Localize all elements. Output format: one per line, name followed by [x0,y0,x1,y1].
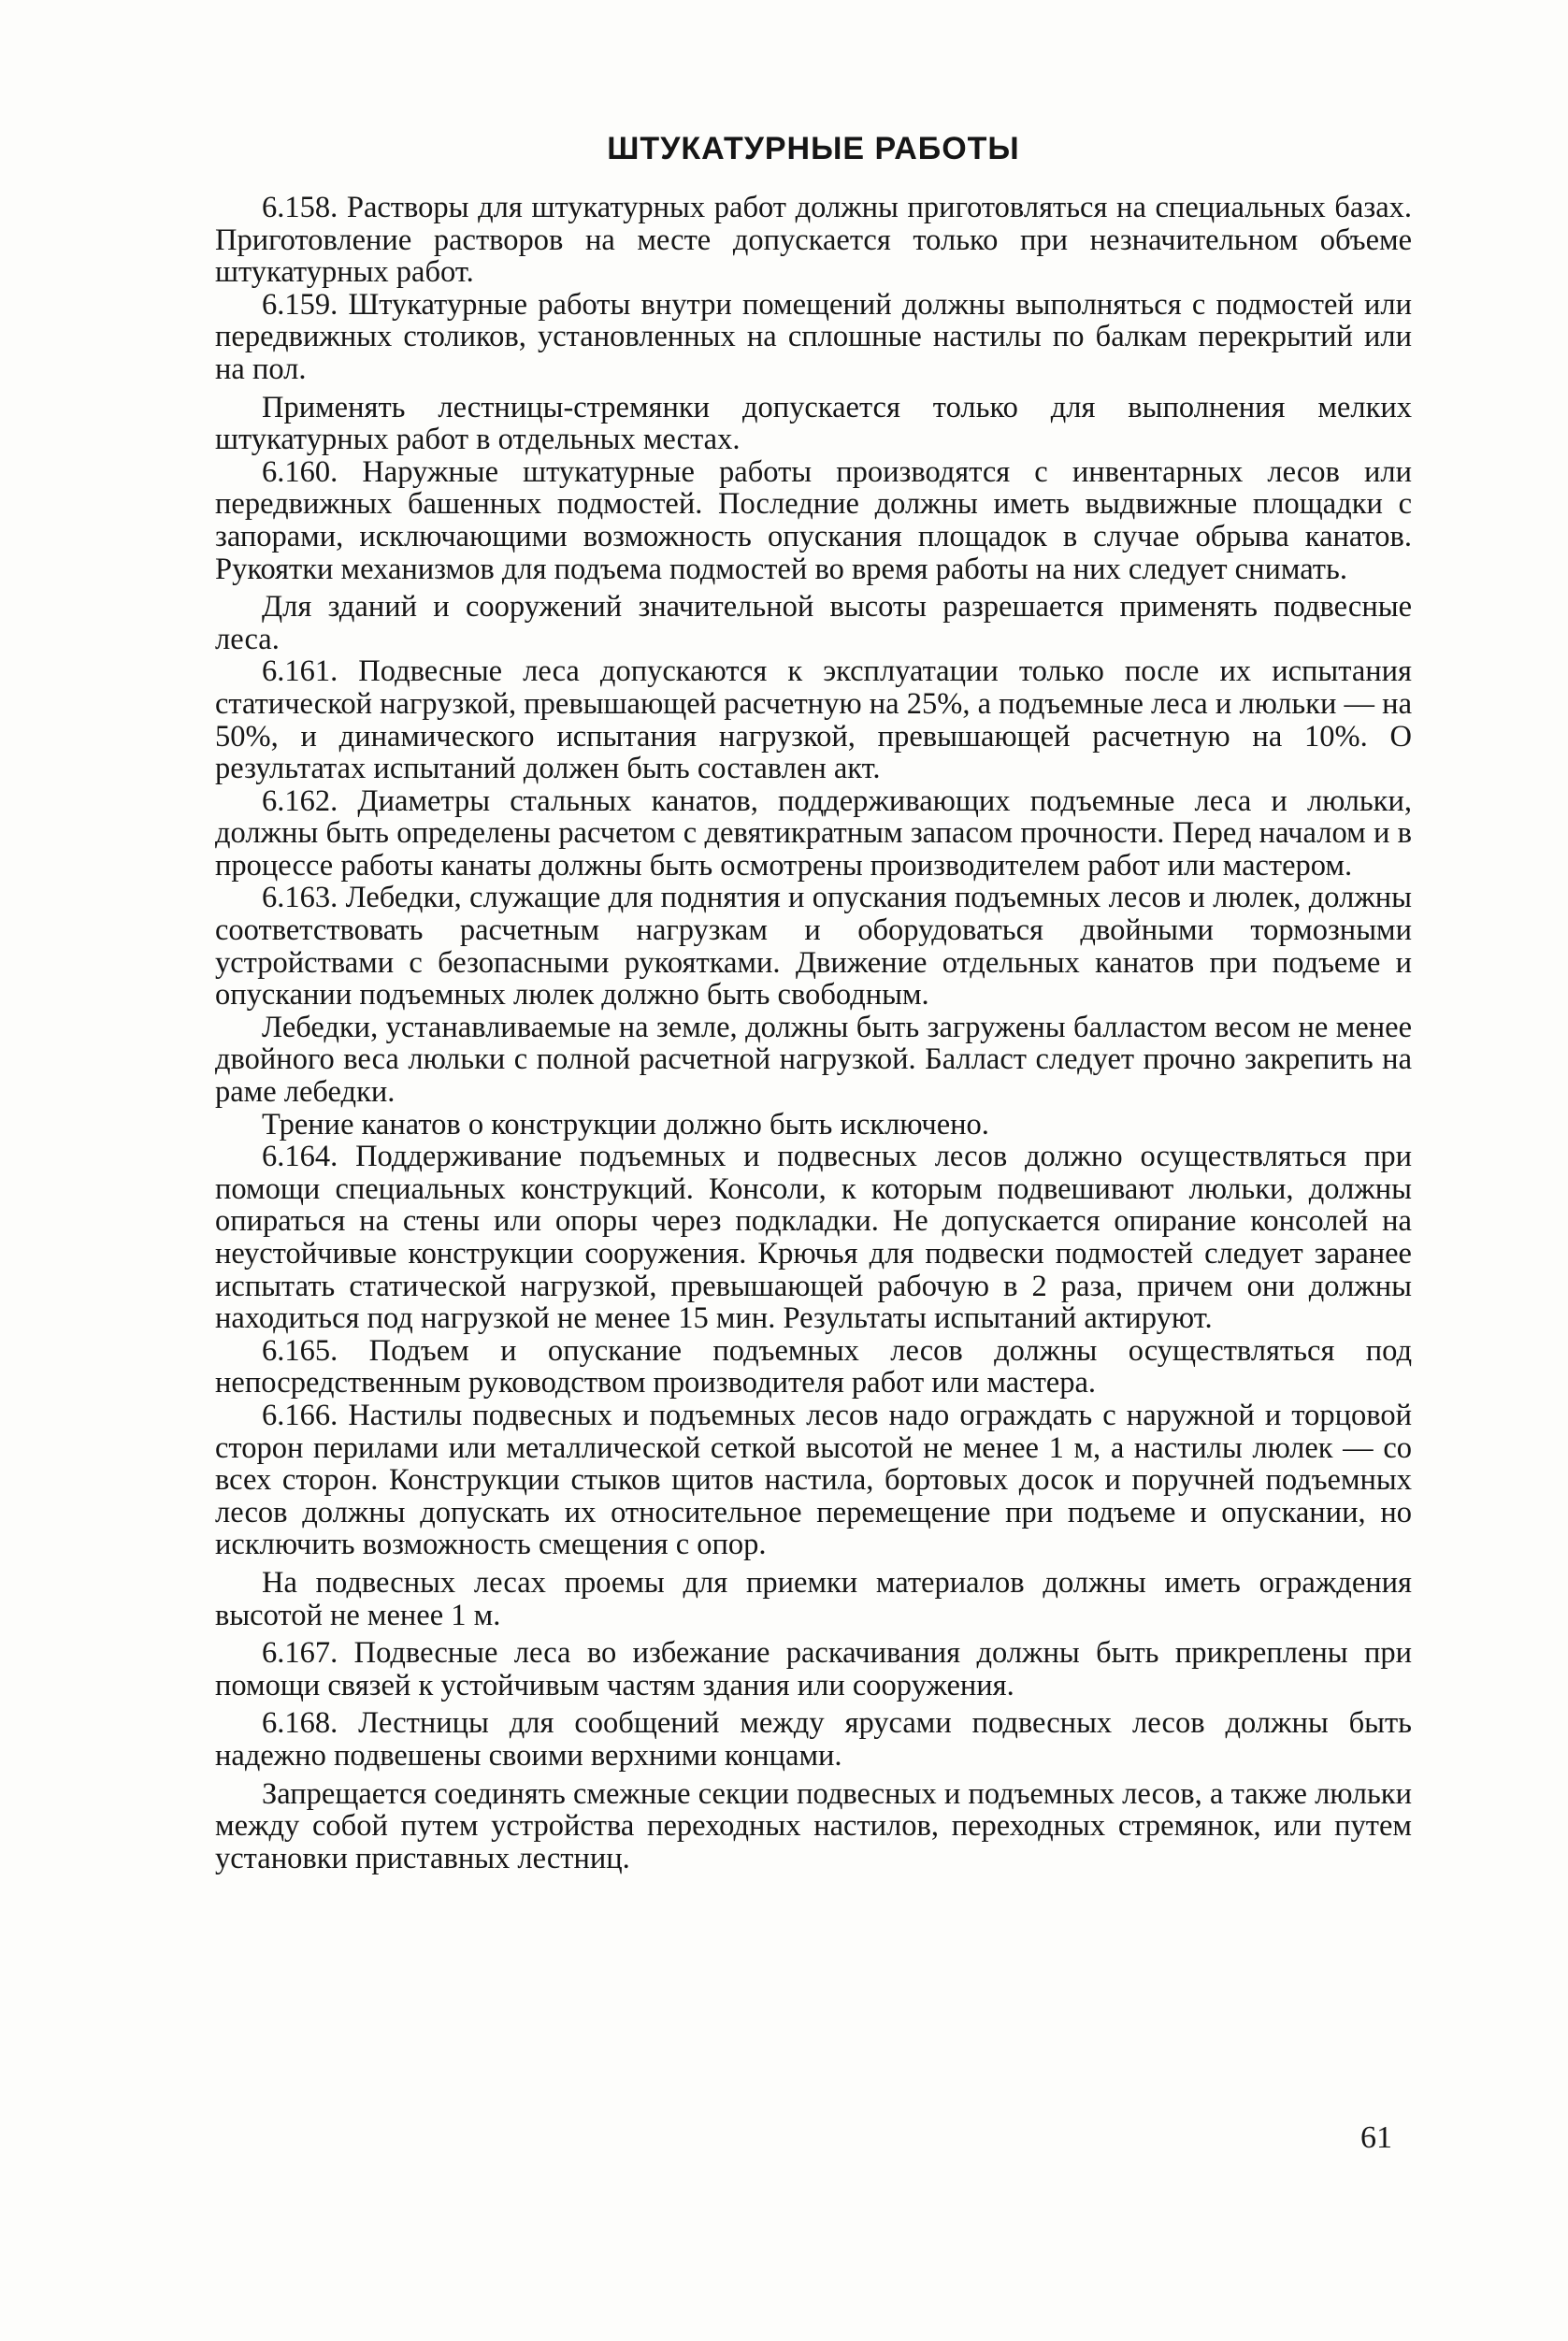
paragraph-6-165: 6.165. Подъем и опускание подъемных лесов должны осуществляться под непосредственным руководством производителя работ или мастера. [215,1333,1412,1400]
paragraph-friction: Трение канатов о конструкции должно быть исключено. [262,1107,989,1142]
paragraph-6-162: 6.162. Диаметры стальных канатов, поддерживающих подъемные леса и люльки, должны быть определены расчетом с девятикратным запасом прочности. Перед началом и в процессе работы канаты должны быть осмотрены производителем работ или мастером. [215,783,1412,883]
paragraph-6-163: 6.163. Лебедки, служащие для поднятия и опускания подъемных лесов и люлек, должны соответствовать расчетным нагрузкам и оборудоваться двойными тормозными устройствами с безопасными рукоятками. Движение отдельных канатов при подъеме и опускании подъемных люлек должно быть свободным. [215,881,1412,1013]
page-body [215,131,1412,1874]
paragraph-6-168: 6.168. Лестницы для сообщений между ярусами подвесных лесов должны быть надежно подвешены своими верхними концами. [215,1706,1412,1773]
paragraph-6-158: 6.158. Растворы для штукатурных работ должны приготовляться на специальных базах. Приготовление растворов на месте допускается только при незначительном объеме штукатурных работ. [215,191,1412,290]
paragraph-winches: Лебедки, устанавливаемые на земле, должны быть загружены балластом весом не менее двойного веса люльки с полной расчетной нагрузкой. Балласт следует прочно закрепить на раме лебедки. [215,1010,1412,1110]
paragraph-6-166: 6.166. Настилы подвесных и подъемных лесов надо ограждать с наружной и торцовой сторон перилами или металлической сеткой высотой не менее 1 м, а настилы люлек — со всех сторон. Конструкции стыков щитов настила, бортовых досок и поручней подъемных лесов должны допускать их относительное перемещение при подъеме и опускании, но исключить возможность смещения с опор. [215,1398,1412,1562]
text-body [215,192,1412,1874]
page-number: 61 [1360,2120,1392,2155]
paragraph-6-164: 6.164. Поддерживание подъемных и подвесных лесов должно осуществляться при помощи специальных конструкций. Консоли, к которым подвешивают люльки, должны опираться на стены или опоры через подкладки. Не допускается опирание консолей на неустойчивые конструкции сооружения. Крючья для подвески подмостей следует заранее испытать статической нагрузкой, превышающей рабочую в 2 раза, причем они должны находиться под нагрузкой не менее 15 мин. Результаты испытаний актируют. [215,1140,1412,1336]
paragraph-high-buildings: Для зданий и сооружений значительной высоты разрешается применять подвесные леса. [215,590,1412,656]
paragraph-6-167: 6.167. Подвесные леса во избежание раскачивания должны быть прикреплены при помощи связей к устойчивым частям здания или сооружения. [215,1636,1412,1702]
paragraph-openings: На подвесных лесах проемы для приемки материалов должны иметь ограждения высотой не менее 1 м. [215,1565,1412,1632]
paragraph-6-160: 6.160. Наружные штукатурные работы производятся с инвентарных лесов или передвижных башенных подмостей. Последние должны иметь выдвижные площадки с запорами, исключающими возможность опускания площадок в случае обрыва канатов. Рукоятки механизмов для подъема подмостей во время работы на них следует снимать. [215,454,1412,586]
paragraph-6-161: 6.161. Подвесные леса допускаются к эксплуатации только после их испытания статической нагрузкой, превышающей расчетную на 25%, а подъемные леса и люльки — на 50%, и динамического испытания нагрузкой, превышающей расчетную на 10%. О результатах испытаний должен быть составлен акт. [215,654,1412,786]
paragraph-prohibition: Запрещается соединять смежные секции подвесных и подъемных лесов, а также люльки между собой путем устройства переходных настилов, переходных стремянок, или путем установки приставных лестниц. [215,1776,1412,1875]
paragraph-6-159: 6.159. Штукатурные работы внутри помещений должны выполняться с подмостей или передвижных столиков, установленных на сплошные настилы по балкам перекрытий или на пол. [215,287,1412,386]
paragraph-ladders: Применять лестницы-стремянки допускается только для выполнения мелких штукатурных работ в отдельных местах. [215,390,1412,457]
section-title: ШТУКАТУРНЫЕ РАБОТЫ [607,131,1020,166]
